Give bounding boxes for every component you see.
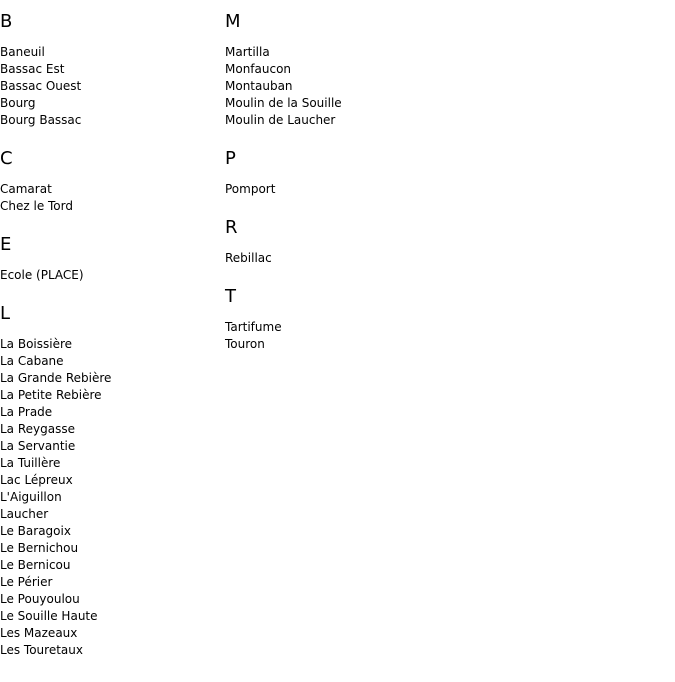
place-link[interactable]: La Boissière <box>0 337 73 351</box>
place-link[interactable]: La Servantie <box>0 439 76 453</box>
place-link[interactable]: Le Bernichou <box>0 541 79 555</box>
index-column-left <box>0 0 220 659</box>
letter-group-p <box>225 148 445 198</box>
place-list-t <box>225 319 445 353</box>
letter-heading-p: P <box>225 148 236 169</box>
place-link[interactable]: La Cabane <box>0 354 64 368</box>
place-list-r <box>225 250 445 267</box>
place-list-e <box>0 267 220 284</box>
place-link[interactable]: Le Baragoix <box>0 524 71 538</box>
place-link[interactable]: Montauban <box>225 79 293 93</box>
place-link[interactable]: Bassac Est <box>0 62 65 76</box>
place-link[interactable]: Les Mazeaux <box>0 626 78 640</box>
place-link[interactable]: Bassac Ouest <box>0 79 82 93</box>
place-link[interactable]: Laucher <box>0 507 49 521</box>
letter-heading-t: T <box>225 286 236 307</box>
letter-heading-l: L <box>0 303 11 324</box>
letter-group-r <box>225 217 445 267</box>
place-link[interactable]: La Grande Rebière <box>0 371 112 385</box>
place-link[interactable]: La Reygasse <box>0 422 75 436</box>
place-link[interactable]: Lac Lépreux <box>0 473 73 487</box>
place-link[interactable]: Bourg <box>0 96 36 110</box>
letter-heading-c: C <box>0 148 13 169</box>
place-link[interactable]: Le Bernicou <box>0 558 71 572</box>
place-link[interactable]: Le Souille Haute <box>0 609 98 623</box>
place-list-b <box>0 44 220 129</box>
place-link[interactable]: Monfaucon <box>225 62 292 76</box>
letter-group-e <box>0 234 220 284</box>
place-link[interactable]: L'Aiguillon <box>0 490 62 504</box>
place-link[interactable]: Pomport <box>225 182 276 196</box>
place-link[interactable]: Le Pouyoulou <box>0 592 80 606</box>
letter-group-b <box>0 11 220 129</box>
place-link[interactable]: Touron <box>225 337 265 351</box>
place-link[interactable]: Le Périer <box>0 575 53 589</box>
letter-heading-r: R <box>225 217 238 238</box>
place-list-c <box>0 181 220 215</box>
place-link[interactable]: Tartifume <box>225 320 282 334</box>
letter-group-l <box>0 303 220 659</box>
place-link[interactable]: La Tuillère <box>0 456 61 470</box>
place-link[interactable]: Bourg Bassac <box>0 113 82 127</box>
letter-heading-b: B <box>0 11 13 32</box>
place-link[interactable]: La Petite Rebière <box>0 388 102 402</box>
place-link[interactable]: Chez le Tord <box>0 199 73 213</box>
letter-group-t <box>225 286 445 353</box>
letter-group-c <box>0 148 220 215</box>
letter-heading-e: E <box>0 234 12 255</box>
place-list-p <box>225 181 445 198</box>
place-link[interactable]: Les Touretaux <box>0 643 83 657</box>
place-link[interactable]: Camarat <box>0 182 52 196</box>
index-column-right <box>225 0 445 353</box>
place-link[interactable]: Rebillac <box>225 251 272 265</box>
place-list-m <box>225 44 445 129</box>
place-link[interactable]: Ecole (PLACE) <box>0 268 84 282</box>
letter-group-m <box>225 11 445 129</box>
place-link[interactable]: Baneuil <box>0 45 45 59</box>
place-link[interactable]: Moulin de Laucher <box>225 113 336 127</box>
place-list-l <box>0 336 220 659</box>
letter-heading-m: M <box>225 11 241 32</box>
place-link[interactable]: Moulin de la Souille <box>225 96 342 110</box>
place-link[interactable]: La Prade <box>0 405 53 419</box>
place-link[interactable]: Martilla <box>225 45 270 59</box>
